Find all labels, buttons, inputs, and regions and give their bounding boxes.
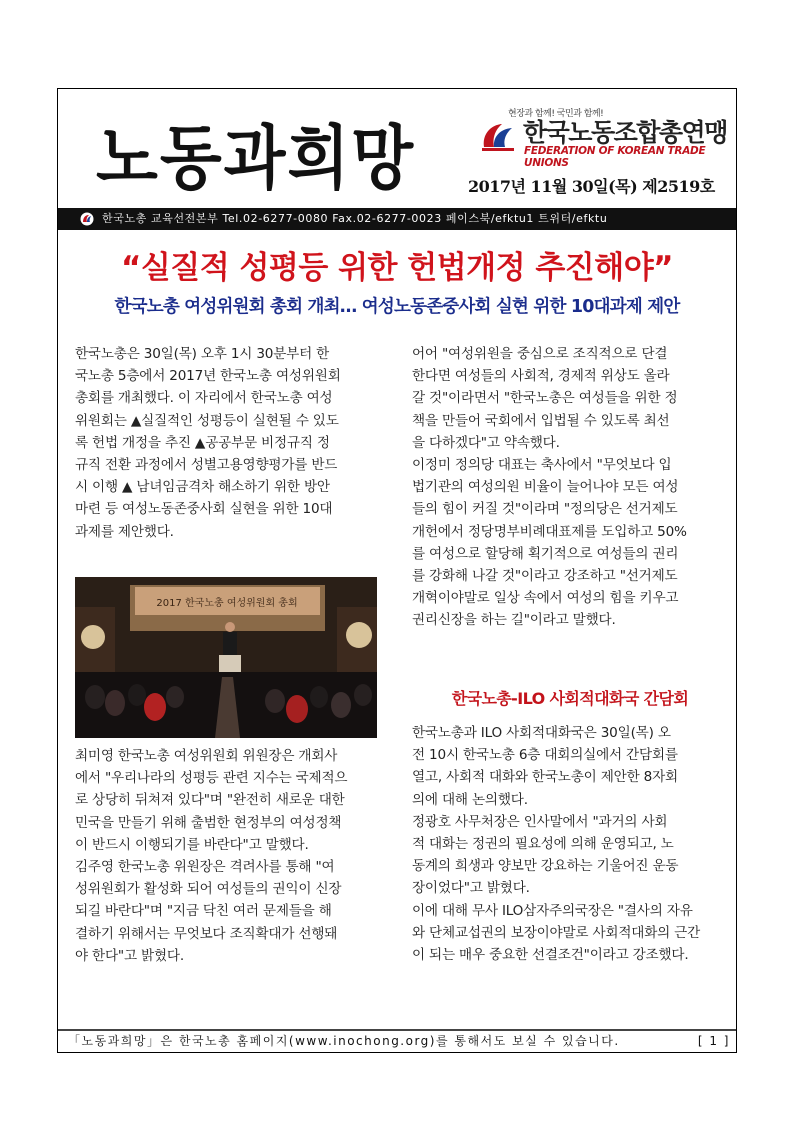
text-line: 김주영 한국노총 위원장은 격려사를 통해 "여: [75, 859, 335, 876]
org-name-english: FEDERATION OF KOREAN TRADE UNIONS: [524, 145, 706, 169]
text-line: 개헌에서 정당명부비례대표제를 도입하고 50%: [412, 523, 687, 540]
text-line: 갈 것"이라면서 "한국노총은 여성들을 위한 정: [412, 390, 678, 407]
text-line: 위원회는 ▲실질적인 성평등이 실현될 수 있도: [75, 412, 339, 429]
text-line: 의에 대해 논의했다.: [412, 791, 528, 808]
fktu-mini-logo-icon: [80, 212, 94, 226]
text-line: 이에 대해 무사 ILO삼자주의국장은 "결사의 자유: [412, 902, 693, 919]
photo-banner-text: 2017 한국노총 여성위원회 총회: [156, 598, 298, 609]
contact-bar: [58, 208, 736, 230]
text-line: 을 다하겠다"고 약속했다.: [412, 434, 560, 451]
text-line: 어어 "여성위원을 중심으로 조직적으로 단결: [412, 346, 668, 362]
masthead: [58, 89, 736, 205]
article-right-top: [412, 343, 720, 632]
text-line: 에서 "우리나라의 성평등 관련 지수는 국제적으: [75, 770, 348, 787]
article-left-top: [75, 343, 377, 543]
text-line: 이정미 정의당 대표는 축사에서 "무엇보다 입: [412, 457, 672, 474]
text-line: 총회를 개최했다. 이 자리에서 한국노총 여성: [75, 390, 333, 407]
text-line: 이 반드시 이행되기를 바란다"고 말했다.: [75, 836, 309, 853]
section-heading: 한국노총-ILO 사회적대화국 간담회: [451, 689, 689, 708]
text-line: 로 상당히 뒤쳐져 있다"며 "완전히 새로운 대한: [75, 792, 345, 809]
text-line: 국노총 5층에서 2017년 한국노총 여성위원회: [75, 368, 341, 385]
event-photo-illustration: [75, 577, 377, 738]
text-line: 과제를 제안했다.: [75, 523, 174, 540]
text-line: 야 한다"고 밝혔다.: [75, 947, 184, 964]
issue-date: 2017년 11월 30일(목) 제2519호: [468, 177, 715, 196]
text-line: 열고, 사회적 대화와 한국노총이 제안한 8자회: [412, 769, 678, 786]
text-line: 민국을 만들기 위해 출범한 현정부의 여성정책: [75, 814, 342, 831]
fktu-logo-icon: [478, 117, 518, 157]
article-left-bottom: [75, 745, 377, 967]
footer-note: 「노동과희망」은 한국노총 홈페이지(www.inochong.org)를 통해서도 보실 수 있습니다.: [68, 1034, 620, 1048]
text-line: 전 10시 한국노총 6층 대회의실에서 간담회를: [412, 747, 678, 764]
text-line: 록 헌법 개정을 추진 ▲공공부문 비정규직 정: [75, 434, 330, 451]
text-line: 적 대화는 정권의 필요성에 의해 운영되고, 노: [412, 836, 674, 853]
text-line: 권리신장을 하는 길"이라고 말했다.: [412, 612, 616, 629]
text-line: 한국노총과 ILO 사회적대화국은 30일(목) 오: [412, 725, 671, 741]
text-line: 시 이행 ▲ 남녀임금격차 해소하기 위한 방안: [75, 479, 330, 496]
text-line: 결하기 위해서는 무엇보다 조직확대가 선행돼: [75, 925, 338, 942]
text-line: 동계의 희생과 양보만 강요하는 기울어진 운동: [412, 858, 679, 875]
footer: [58, 1029, 736, 1051]
subheadline: 한국노총 여성위원회 총회 개최… 여성노동존중사회 실현 위한 10대과제 제안: [114, 297, 680, 317]
text-line: 이 되는 매우 중요한 선결조건"이라고 강조했다.: [412, 947, 689, 964]
event-photo: [75, 577, 377, 738]
text-line: 법기관의 여성의원 비율이 늘어나야 모든 여성: [412, 479, 679, 496]
text-line: 규직 전환 과정에서 성별고용영향평가를 반드: [75, 457, 338, 474]
text-line: 들의 힘이 커질 것"이라며 "정의당은 선거제도: [412, 501, 678, 518]
text-line: 개혁이야말로 일상 속에서 여성의 힘을 키우고: [412, 590, 679, 607]
text-line: 최미영 한국노총 여성위원회 위원장은 개회사: [75, 748, 338, 764]
text-line: 마련 등 여성노동존중사회 실현을 위한 10대: [75, 501, 333, 518]
section-body: [412, 722, 720, 966]
text-line: 정광호 사무처장은 인사말에서 "과거의 사회: [412, 813, 668, 830]
headline: “실질적 성평등 위한 헌법개정 추진해야”: [120, 250, 674, 286]
text-line: 장이었다"고 밝혔다.: [412, 880, 530, 897]
text-line: 한국노총은 30일(목) 오후 1시 30분부터 한: [75, 346, 330, 362]
org-name: 한국노동조합총연맹: [523, 118, 727, 147]
text-line: 를 강화해 나갈 것"이라고 강조하고 "선거제도: [412, 568, 678, 585]
org-slogan: 현장과 함께! 국민과 함께!: [508, 109, 604, 119]
text-line: 를 여성으로 할당해 획기적으로 여성들의 권리: [412, 545, 679, 562]
text-line: 책을 만들어 국회에서 입법될 수 있도록 최선: [412, 412, 670, 429]
text-line: 한다면 여성들의 사회적, 경제적 위상도 올라: [412, 368, 670, 385]
page-number: [ 1 ]: [697, 1034, 730, 1048]
newsletter-title: 노동과희망: [96, 118, 416, 200]
contact-info: 한국노총 교육선전본부 Tel.02-6277-0080 Fax.02-6277-0023 페이스북/efktu1 트위터/efktu: [102, 212, 608, 225]
text-line: 되길 바란다"며 "지금 닥친 여러 문제들을 해: [75, 903, 332, 920]
text-line: 성위원회가 활성화 되어 여성들의 권익이 신장: [75, 881, 342, 898]
text-line: 와 단체교섭권의 보장이야말로 사회적대화의 근간: [412, 924, 701, 941]
